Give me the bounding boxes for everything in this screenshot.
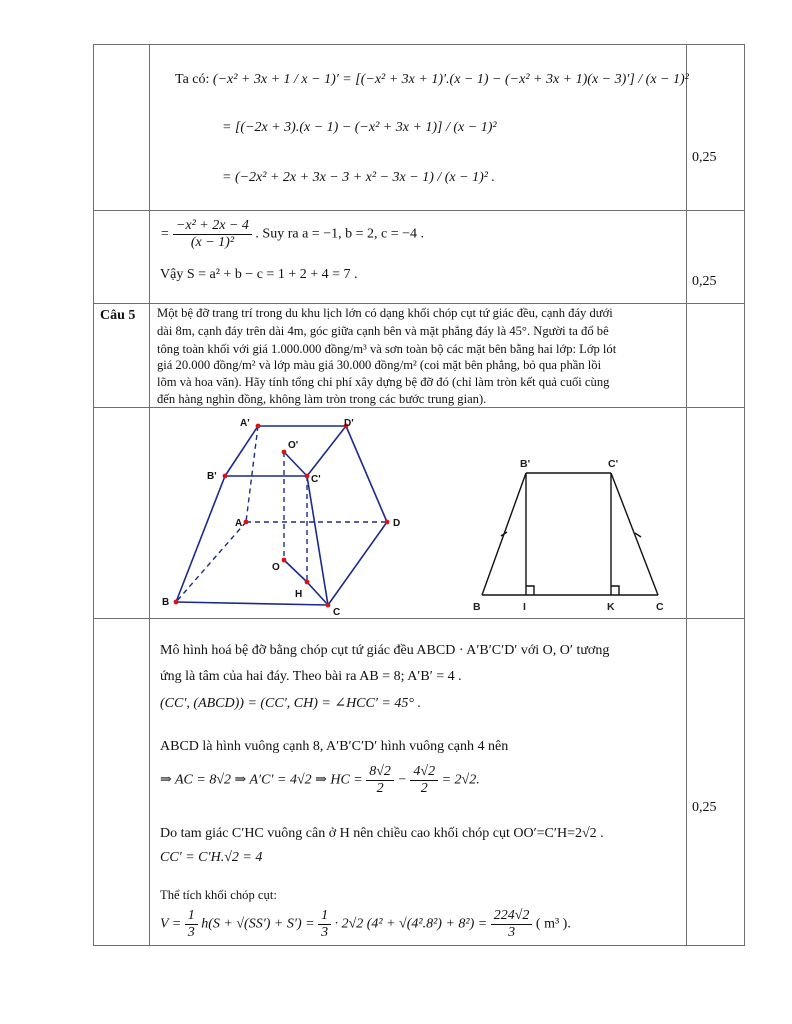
question-text-line: lõm và hoa văn). Hãy tính tổng chi phí xây dựng bệ đỡ đó (chỉ làm tròn kết quả cuối cùng [157,375,610,389]
question-text-line: giá 20.000 đồng/m² và lớp màu giá 30.000 đồng/m² (coi mặt bên phẳng, bỏ qua phần lồi [157,358,602,372]
label-c-prime: C' [608,458,619,470]
derivative-formula: (−x² + 3x + 1 / x − 1)′ = [(−x² + 3x + 1)′.(x − 1) − (−x² + 3x + 1)(x − 3)′] / (x − 1)² [212,72,689,87]
fraction [173,218,252,251]
label-c: C [333,607,341,615]
ta-co-label: Ta có: [175,72,210,87]
solution-line: Do tam giác C′HC vuông cân ở H nên chiều cao khối chóp cụt OO′=C′H=2√2 . [160,826,604,841]
label-b: B [473,601,481,613]
label-i: I [523,601,526,613]
numerator: −x² + 2x − 4 [173,218,252,235]
numerator: 1 [185,908,198,925]
label-c: C [656,601,664,613]
trapezoid-figure [468,448,673,616]
question-text-line: dài 8m, cạnh đáy trên dài 4m, góc giữa cạnh bên và mặt phẳng đáy là 45°. Người ta đổ bê [157,324,609,338]
column-divider [686,44,687,946]
expr-part: = 2√2. [441,772,480,788]
solution-line: ứng là tâm của hai đáy. Theo bài ra AB = 8; A′B′ = 4 . [160,669,462,684]
label-h: H [295,589,303,600]
expr-part: ⇒ AC = 8√2 ⇒ A′C′ = 4√2 ⇒ HC = [160,772,363,788]
label-b: B [162,597,170,608]
expr-part: h(S + √(SS′) + S′) = [201,916,315,932]
table-border-right [744,44,745,946]
row1-line3: = (−2x² + 2x + 3x − 3 + x² − 3x − 1) / (x − 1)² . [222,170,495,185]
frustum-figure [150,410,420,615]
denominator: 3 [321,925,329,940]
row-divider [93,303,745,304]
label-c-prime: C' [311,474,321,485]
fraction [318,908,331,941]
solution-line-volume [160,908,571,941]
row2-line1: = $\frac{\text{−x² + 2x − 4}}{\text{(x − 1)²}}$ . Suy ra a = −1, b = 2, c = −4 . [160,218,424,250]
solution-line: ABCD là hình vuông cạnh 8, A′B′C′D′ hình vuông cạnh 4 nên [160,739,509,754]
numerator: 4√2 [410,764,438,781]
row-divider [93,210,745,211]
row-divider [93,407,745,408]
score-row1: 0,25 [692,150,717,165]
numerator: 1 [318,908,331,925]
expr-part: ( m³ ). [535,916,571,932]
question-text-line: đến hàng nghìn đồng, không làm tròn trong các bước trung gian). [157,392,487,406]
label-o-prime: O' [288,440,299,451]
table-border-bottom [93,945,745,946]
denominator: 2 [376,781,384,796]
suy-ra-text: . Suy ra a = −1, b = 2, c = −4 . [255,226,424,242]
numerator: 8√2 [366,764,394,781]
label-b-prime: B' [207,471,217,482]
fraction [410,764,438,797]
solution-line: CC′ = C′H.√2 = 4 [160,850,263,865]
label-b-prime: B' [520,458,531,470]
numerator: 224√2 [491,908,533,925]
label-d-prime: D' [344,418,354,429]
row1-line1 [175,72,689,88]
solution-line-hc [160,764,480,797]
label-o: O [272,562,280,573]
solution-line: (CC′, (ABCD)) = (CC′, CH) = ∠HCC′ = 45° . [160,696,421,711]
score-row2: 0,25 [692,274,717,289]
row2-line2: Vậy S = a² + b − c = 1 + 2 + 4 = 7 . [160,267,358,282]
solution-line: Thể tích khối chóp cụt: [160,888,277,902]
denominator: 3 [508,925,516,940]
label-a: A [235,518,243,529]
label-d: D [393,518,401,529]
label-a-prime: A' [240,418,250,429]
fraction [491,908,533,941]
question-text-line: tông toàn khối với giá 1.000.000 đồng/m³ và sơn toàn bộ các mặt bên bằng hai lớp: Lớp lót [157,342,617,356]
score-row5: 0,25 [692,800,717,815]
fraction [185,908,198,941]
row-divider [93,618,745,619]
minus-sign: − [397,772,407,788]
denominator: 3 [187,925,195,940]
solution-line: Mô hình hoá bệ đỡ bằng chóp cụt tứ giác đều ABCD · A′B′C′D′ với O, O′ tương [160,643,610,658]
question-text-line: Một bệ đỡ trang trí trong du khu lịch lớn có dạng khối chóp cụt tứ giác đều, cạnh đáy dưới [157,306,613,320]
denominator: (x − 1)² [190,235,235,250]
question-label: Câu 5 [100,308,136,323]
expr-part: V = [160,916,182,932]
table-border-top [93,44,745,45]
label-k: K [607,601,615,613]
fraction [366,764,394,797]
table-border-left [93,44,94,946]
row1-line2: = [(−2x + 3).(x − 1) − (−x² + 3x + 1)] / (x − 1)² [222,120,497,135]
expr-part: · 2√2 (4² + √(4².8²) + 8²) = [334,916,488,932]
denominator: 2 [420,781,428,796]
